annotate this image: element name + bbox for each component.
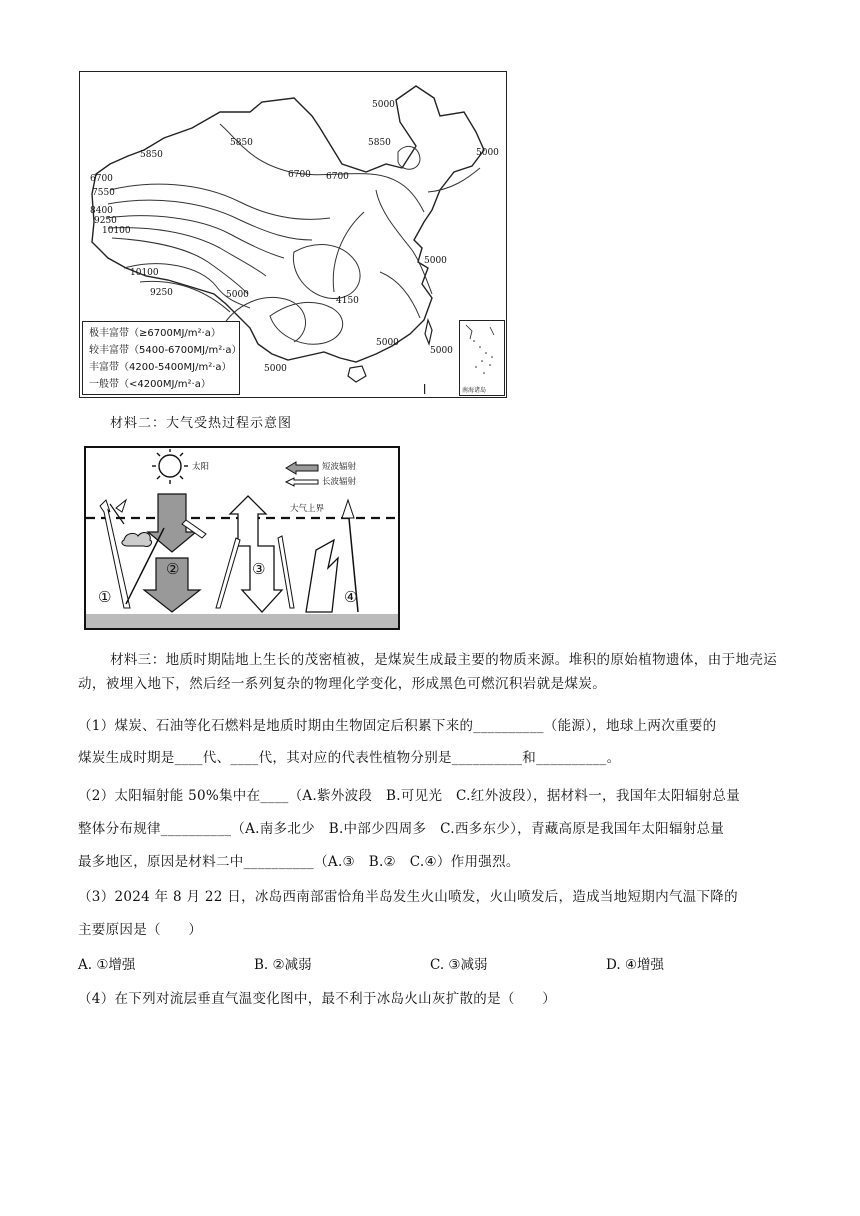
isoline-label: 10100 [130, 268, 159, 278]
map-legend [82, 321, 240, 395]
legend-item: 丰富带（4200-5400MJ/m²·a） [89, 362, 232, 373]
sun-label: 太阳 [192, 462, 210, 472]
isoline-label: 8400 [90, 206, 113, 216]
isoline-label: 5000 [424, 256, 447, 266]
q4-line1: （4）在下列对流层垂直气温变化图中，最不利于冰岛火山灰扩散的是（ ） [78, 991, 557, 1007]
q3-option-d[interactable]: D. ④增强 [606, 957, 665, 973]
q1-line1: （1）煤炭、石油等化石燃料是地质时期由生物固定后积累下来的__________（能源），地球上两次重要的 [78, 718, 717, 734]
marker-2: ② [166, 560, 180, 578]
q2-line2: 整体分布规律__________（A.南多北少 B.中部少四周多 C.西多东少），青藏高原是我国年太阳辐射总量 [78, 821, 725, 837]
legend-item: 较丰富带（5400-6700MJ/m²·a） [89, 345, 242, 356]
q3-option-c[interactable]: C. ③减弱 [430, 957, 488, 973]
isoline-label: 6700 [326, 172, 349, 182]
isoline-label: 9250 [150, 288, 173, 298]
q1-line2: 煤炭生成时期是____代、____代，其对应的代表性植物分别是__________和__________。 [78, 750, 621, 766]
inset-label: 南海诸岛 [462, 387, 487, 394]
isoline-label: 7550 [92, 188, 115, 198]
marker-4: ④ [344, 588, 358, 606]
isoline-label: 5850 [140, 150, 163, 160]
isoline-label: 5000 [226, 290, 249, 300]
inset-islands [460, 321, 504, 387]
isoline-label: 5850 [368, 138, 391, 148]
material2-caption: 材料二：大气受热过程示意图 [110, 416, 293, 431]
isoline-label: 9250 [94, 216, 117, 226]
legend-item: 一般带（<4200MJ/m²·a） [89, 379, 211, 390]
legend-item: 极丰富带（≥6700MJ/m²·a） [89, 328, 221, 339]
legend-long-label: 长波辐射 [322, 477, 357, 487]
solar-radiation-map [79, 71, 507, 398]
q2-line3: 最多地区，原因是材料二中__________（A.③ B.② C.④）作用强烈。 [78, 854, 520, 870]
isoline-label: 5000 [264, 364, 287, 374]
q3-option-b[interactable]: B. ②减弱 [254, 957, 312, 973]
legend-short-label: 短波辐射 [322, 462, 357, 472]
isoline-label: 5000 [372, 100, 395, 110]
isoline-label: 10100 [102, 226, 131, 236]
south-china-sea-inset [459, 320, 505, 396]
marker-1: ① [98, 588, 112, 606]
atmosphere-top-label: 大气上界 [290, 504, 325, 514]
material3-paragraph: 材料三：地质时期陆地上生长的茂密植被，是煤炭生成最主要的物质来源。堆积的原始植物遗体，由于地壳运动，被埋入地下，然后经一系列复杂的物理化学变化，形成黑色可燃沉积岩就是煤炭。 [78, 652, 778, 692]
isoline-label: 5000 [376, 338, 399, 348]
q3-option-a[interactable]: A. ①增强 [78, 957, 136, 973]
q2-line1: （2）太阳辐射能 50%集中在____（A.紫外波段 B.可见光 C.红外波段），据材料一，我国年太阳辐射总量 [78, 788, 741, 804]
q3-line1: （3）2024 年 8 月 22 日，冰岛西南部雷恰角半岛发生火山喷发，火山喷发后，造成当地短期内气温下降的 [78, 889, 738, 905]
isoline-label: 4150 [336, 296, 359, 306]
isoline-label: 6700 [90, 174, 113, 184]
q3-line2: 主要原因是（ ） [78, 922, 203, 938]
isoline-label: 5000 [476, 148, 499, 158]
isoline-label: 6700 [288, 170, 311, 180]
isoline-label: 5000 [430, 346, 453, 356]
isoline-label: 5850 [230, 138, 253, 148]
atmosphere-heating-diagram [84, 446, 400, 630]
marker-3: ③ [252, 560, 266, 578]
